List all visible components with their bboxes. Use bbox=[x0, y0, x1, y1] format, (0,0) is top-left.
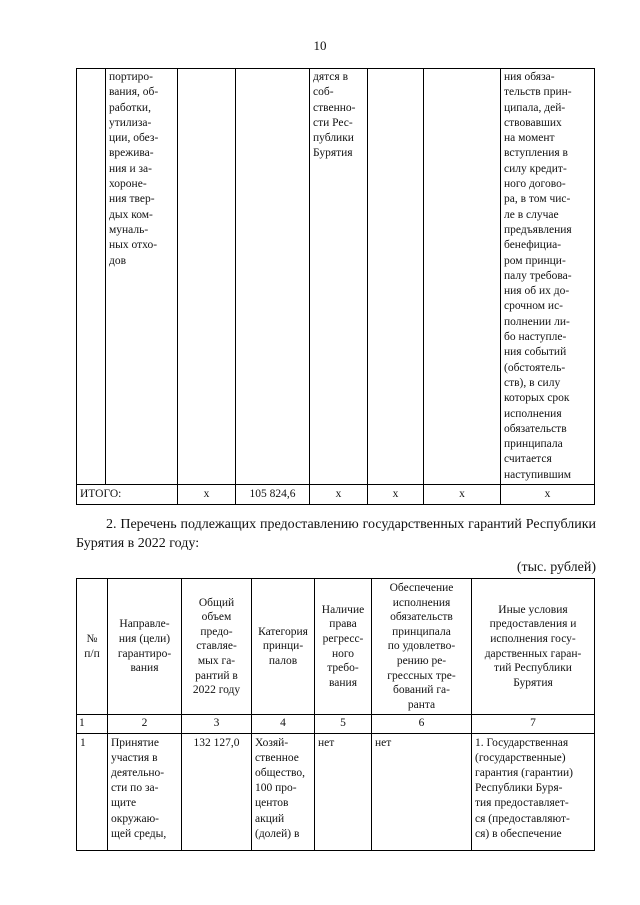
table-row bbox=[77, 69, 595, 485]
table-cell: 1 bbox=[77, 733, 108, 850]
units-label: (тыс. рублей) bbox=[516, 560, 596, 575]
table-cell: х bbox=[501, 485, 595, 505]
column-header: Обеспечение исполнения обязательств принципала по удовлетво- рению ре- грессных тре- бований га- ранта bbox=[372, 579, 472, 715]
table-cell bbox=[178, 69, 236, 485]
table-cell: х bbox=[310, 485, 368, 505]
table-cell: х bbox=[424, 485, 501, 505]
table-cell: ния обяза- тельств прин- ципала, дей- ствовавших на момент вступления в силу кредит- ного догово- ра, в том чис- ле в случае предъявления бенефициа- ром принци- палу требова- ния об их до- срочном ис- полнении ли- бо наступле- ния событий (обстоятель- ств), в силу которых срок исполнения обязательств принципала считается наступившим bbox=[501, 69, 595, 485]
column-number: 6 bbox=[372, 715, 472, 733]
table-cell: х bbox=[368, 485, 424, 505]
total-row bbox=[77, 485, 595, 505]
table-row bbox=[77, 733, 595, 850]
table-cell bbox=[368, 69, 424, 485]
table-cell: нет bbox=[372, 733, 472, 850]
column-header: Категория принци- палов bbox=[252, 579, 315, 715]
table-cell: х bbox=[178, 485, 236, 505]
table-cell: портиро- вания, об- работки, утилиза- ции, обез- врежива- ния и за- хороне- ния твер- дых ком- муналь- ных отхо- дов bbox=[106, 69, 178, 485]
column-header: Направле- ния (цели) гарантиро- вания bbox=[108, 579, 182, 715]
column-number: 4 bbox=[252, 715, 315, 733]
header-row bbox=[77, 579, 595, 715]
table-cell: 132 127,0 bbox=[182, 733, 252, 850]
column-numbers-row bbox=[77, 715, 595, 733]
table-cell bbox=[424, 69, 501, 485]
page-number: 10 bbox=[313, 38, 327, 53]
column-header: Наличие права регресс- ного требо- вания bbox=[315, 579, 372, 715]
column-header: Иные условия предоставления и исполнения госу- дарственных гаран- тий Республики Бурятия bbox=[472, 579, 595, 715]
column-header: Общий объем предо- ставляе- мых га- рантий в 2022 году bbox=[182, 579, 252, 715]
guarantees-table-continued bbox=[76, 68, 595, 505]
column-number: 5 bbox=[315, 715, 372, 733]
table-cell bbox=[77, 69, 106, 485]
table-cell bbox=[236, 69, 310, 485]
table-cell: Принятие участия в деятельно- сти по за- щите окружаю- щей среды, bbox=[108, 733, 182, 850]
column-number: 3 bbox=[182, 715, 252, 733]
table-cell: нет bbox=[315, 733, 372, 850]
section-title: 2. Перечень подлежащих предоставлению государственных гарантий Республики Бурятия в 2022 году: bbox=[76, 517, 596, 551]
column-number: 7 bbox=[472, 715, 595, 733]
section-heading bbox=[76, 515, 596, 553]
table-cell: 1. Государственная (государственные) гарантия (гарантии) Республики Буря- тия предоставляет- ся (предоставляют- ся) в обеспечение bbox=[472, 733, 595, 850]
total-amount: 105 824,6 bbox=[236, 485, 310, 505]
table-cell: дятся в соб- ственно- сти Рес- публики Бурятия bbox=[310, 69, 368, 485]
guarantees-2022-table bbox=[76, 578, 595, 851]
column-number: 2 bbox=[108, 715, 182, 733]
total-label: ИТОГО: bbox=[77, 485, 178, 505]
table-cell: Хозяй- ственное общество, 100 про- центов акций (долей) в bbox=[252, 733, 315, 850]
column-number: 1 bbox=[77, 715, 108, 733]
column-header: № п/п bbox=[77, 579, 108, 715]
